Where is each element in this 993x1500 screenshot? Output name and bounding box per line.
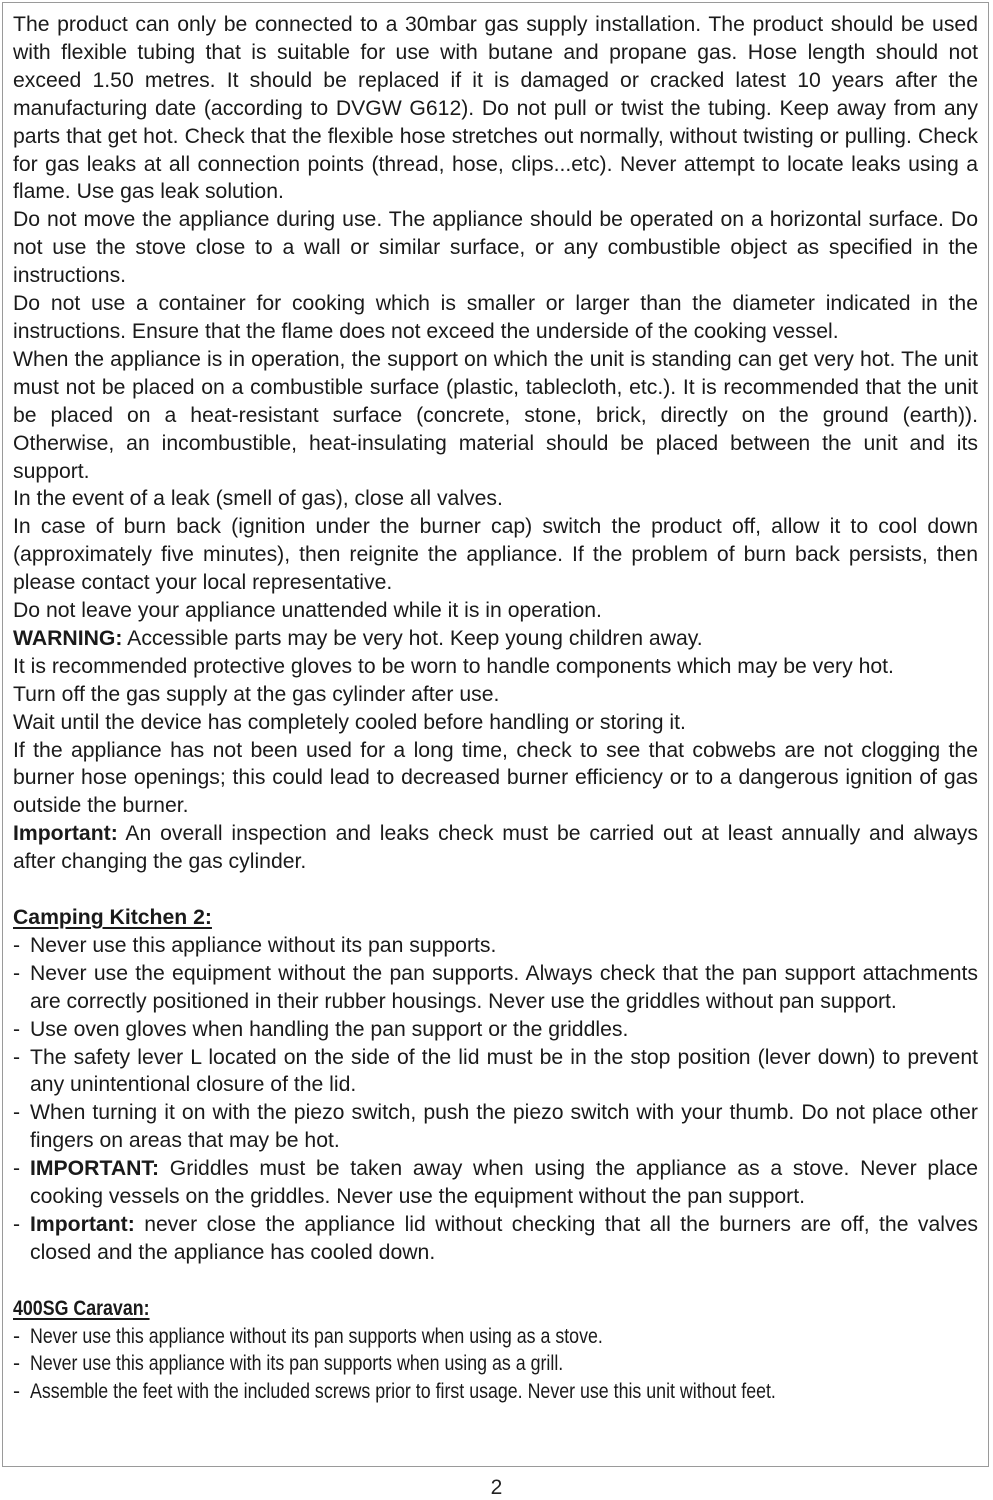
paragraph-cooled: Wait until the device has completely cooled before handling or storing it. bbox=[13, 710, 686, 734]
spacer bbox=[13, 1267, 978, 1295]
list-item: - Never use this appliance with its pan supports when using as a grill. bbox=[13, 1350, 978, 1378]
section-heading: Camping Kitchen 2: bbox=[13, 905, 212, 929]
caravan-section bbox=[13, 1295, 978, 1407]
paragraph-hot-support: When the appliance is in operation, the support on which the unit is standing can get very hot. The unit must not be placed on a combustible surface (plastic, tablecloth, etc.). It is recommended that the unit be placed on a heat-resistant surface (concrete, stone, brick, directly on the ground (earth)). Otherwise, an incombustible, heat-insulating material should be placed between the unit and its support. bbox=[13, 347, 978, 483]
list-item: - The safety lever L located on the side of the lid must be in the stop position (lever down) to prevent any unintentional closure of the lid. bbox=[13, 1044, 978, 1100]
list-item: - Never use this appliance without its pan supports when using as a stove. bbox=[13, 1323, 978, 1351]
paragraph-do-not-move: Do not move the appliance during use. The appliance should be operated on a horizontal surface. Do not use the stove close to a wall or similar surface, or any combustible object as specified in the instructions. bbox=[13, 208, 978, 288]
paragraph-gloves: It is recommended protective gloves to be worn to handle components which may be very hot. bbox=[13, 654, 894, 678]
list-item: - Important: never close the appliance lid without checking that all the burners are off, the valves closed and the appliance has cooled down. bbox=[13, 1211, 978, 1267]
paragraph-container-size: Do not use a container for cooking which is smaller or larger than the diameter indicated in the instructions. Ensure that the flame does not exceed the underside of the cooking vessel. bbox=[13, 292, 978, 343]
list-item: - IMPORTANT: Griddles must be taken away when using the appliance as a stove. Never place cooking vessels on the griddles. Never use the equipment without the pan support. bbox=[13, 1155, 978, 1211]
important-text: An overall inspection and leaks check must be carried out at least annually and always after changing the gas cylinder. bbox=[13, 822, 978, 874]
section-heading: 400SG Caravan: bbox=[13, 1296, 150, 1320]
page-number: 2 bbox=[490, 1476, 503, 1499]
paragraph-turn-off: Turn off the gas supply at the gas cylinder after use. bbox=[13, 682, 500, 706]
caravan-list bbox=[13, 1323, 978, 1407]
camping-kitchen-section bbox=[13, 904, 978, 1267]
warning-text: Accessible parts may be very hot. Keep young children away. bbox=[122, 626, 703, 650]
list-item: - Never use this appliance without its pan supports. bbox=[13, 932, 978, 960]
item-label: Important: bbox=[30, 1212, 135, 1236]
important-label: Important: bbox=[13, 822, 118, 846]
paragraph-cobwebs: If the appliance has not been used for a long time, check to see that cobwebs are not clogging the burner hose openings; this could lead to decreased burner efficiency or to a dangerous ignition of gas outside the burner. bbox=[13, 738, 978, 818]
warning-label: WARNING: bbox=[13, 626, 123, 650]
important-paragraph bbox=[13, 820, 978, 876]
list-item: - Assemble the feet with the included screws prior to first usage. Never use this unit without feet. bbox=[13, 1378, 978, 1406]
paragraph-unattended: Do not leave your appliance unattended while it is in operation. bbox=[13, 599, 602, 623]
spacer bbox=[13, 876, 978, 904]
list-item: - When turning it on with the piezo switch, push the piezo switch with your thumb. Do not place other fingers on areas that may be hot. bbox=[13, 1099, 978, 1155]
list-item: - Never use the equipment without the pan supports. Always check that the pan support attachments are correctly positioned in their rubber housings. Never use the griddles without pan support. bbox=[13, 960, 978, 1016]
document-body bbox=[13, 11, 978, 1406]
paragraph-burn-back: In case of burn back (ignition under the burner cap) switch the product off, allow it to cool down (approximately five minutes), then reignite the appliance. If the problem of burn back persists, then please contact your local representative. bbox=[13, 515, 978, 595]
paragraph-gas-supply: The product can only be connected to a 30mbar gas supply installation. The product should be used with flexible tubing that is suitable for use with butane and propane gas. Hose length should not exceed 1.50 metres. It should be replaced if it is damaged or cracked latest 10 years after the manufacturing date (according to DVGW G612). Do not pull or twist the tubing. Keep away from any parts that get hot. Check that the flexible hose stretches out normally, without twisting or pulling. Check for gas leaks at all connection points (thread, hose, clips...etc). Never attempt to locate leaks using a flame. Use gas leak solution. bbox=[13, 13, 978, 204]
list-item: - Use oven gloves when handling the pan support or the griddles. bbox=[13, 1016, 978, 1044]
camping-kitchen-list bbox=[13, 932, 978, 1267]
item-label: IMPORTANT: bbox=[30, 1157, 160, 1181]
warning-paragraph bbox=[13, 625, 978, 653]
paragraph-leak: In the event of a leak (smell of gas), close all valves. bbox=[13, 487, 503, 511]
